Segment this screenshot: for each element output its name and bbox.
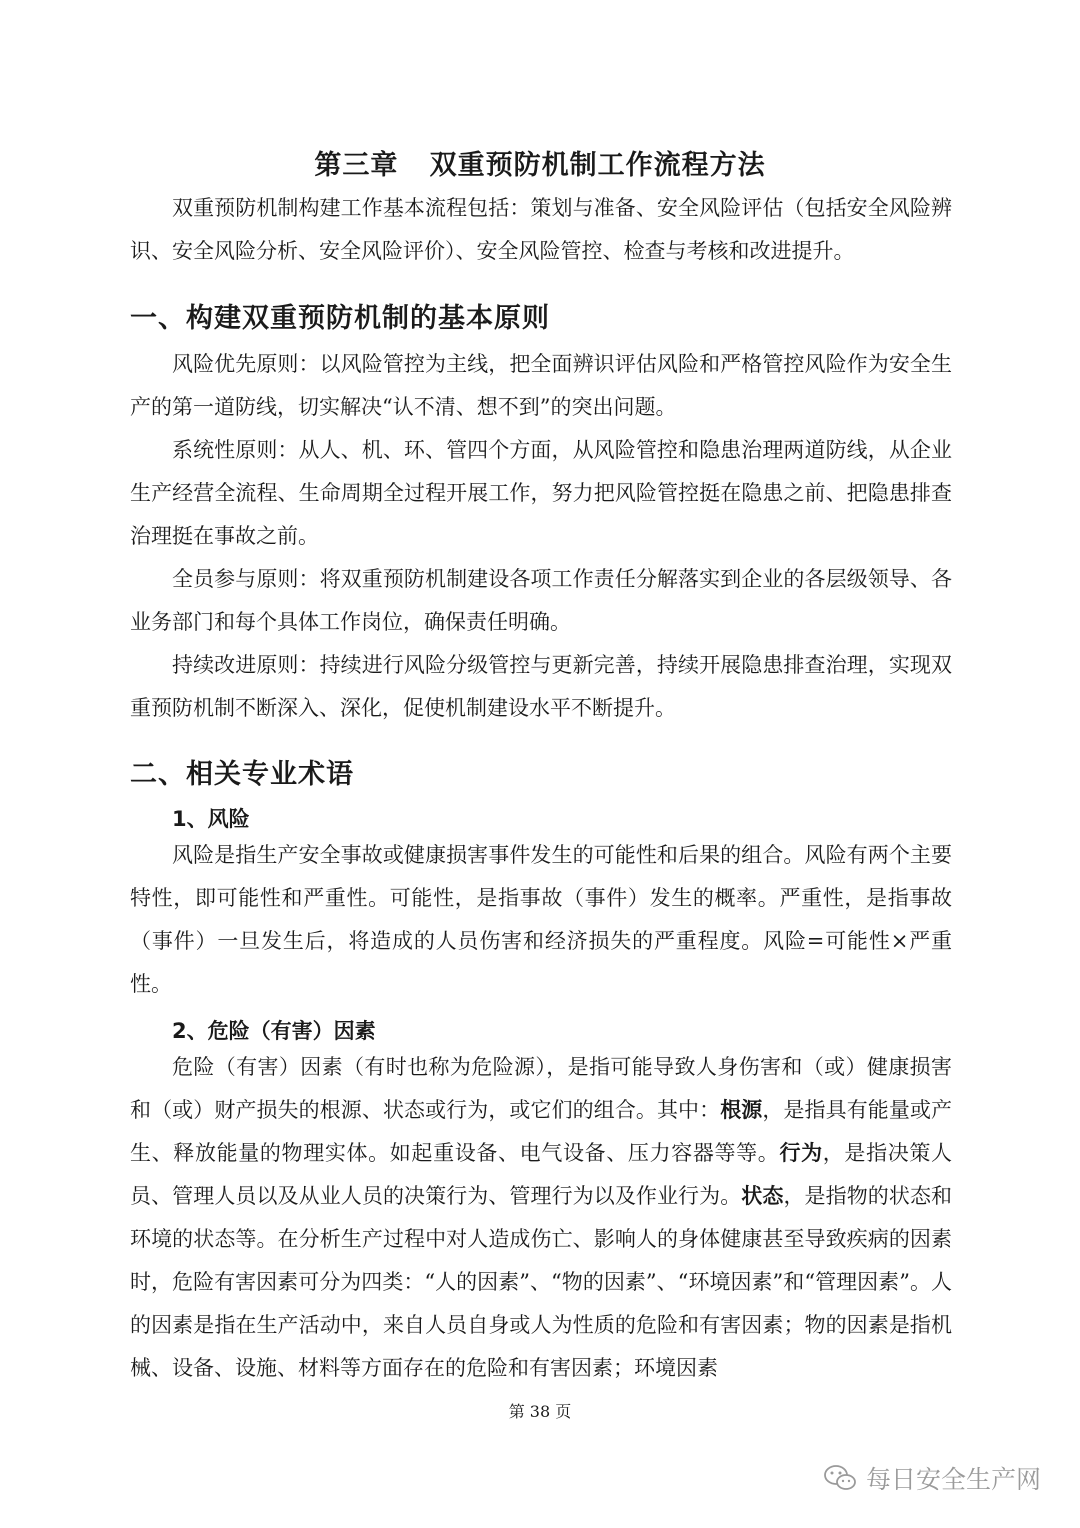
hazard-term-state: 状态 — [741, 1184, 784, 1208]
term-text-risk: 风险是指生产安全事故或健康损害事件发生的可能性和后果的组合。风险有两个主要特性，即可能性和严重性。可能性，是指事故（事件）发生的概率。严重性，是指事故（事件）一旦发生后，将造成的人员伤害和经济损失的严重程度。风险=可能性×严重性。 — [130, 843, 952, 996]
hazard-term-source: 根源 — [720, 1098, 763, 1122]
hazard-text-part: 危险（有害）因素（有时也称为危险源），是指可能导致人身伤害和（或）健康损害和（或）财产损失的根源、状态或行为，或它们的组合。其中： — [130, 1055, 952, 1122]
section-heading-principles: 一、构建双重预防机制的基本原则 — [130, 303, 550, 334]
intro-paragraph: 双重预防机制构建工作基本流程包括：策划与准备、安全风险评估（包括安全风险辨识、安全风险分析、安全风险评价）、安全风险管控、检查与考核和改进提升。 — [130, 196, 952, 263]
hazard-term-behavior: 行为 — [779, 1141, 823, 1165]
watermark — [822, 1458, 1041, 1498]
principle-risk-priority: 风险优先原则：以风险管控为主线，把全面辨识评估风险和严格管控风险作为安全生产的第一道防线，切实解决“认不清、想不到”的突出问题。 — [130, 352, 952, 419]
hazard-text-part: ，是指物的状态和环境的状态等。在分析生产过程中对人造成伤亡、影响人的身体健康甚至导致疾病的因素时，危险有害因素可分为四类：“人的因素”、“物的因素”、“环境因素”和“管理因素”。人的因素是指在生产活动中，来自人员自身或人为性质的危险和有害因素；物的因素是指机械、设备、设施、材料等方面存在的危险和有害因素；环境因素 — [130, 1184, 953, 1380]
section-heading-terms: 二、相关专业术语 — [130, 759, 354, 790]
term-heading-risk: 1、风险 — [172, 807, 250, 831]
principle-continuous-improvement: 持续改进原则：持续进行风险分级管控与更新完善，持续开展隐患排查治理，实现双重预防机制不断深入、深化，促使机制建设水平不断提升。 — [130, 653, 952, 720]
hazard-text-part: ，是指具有能量或产生、释放能量的物理实体。如起重设备、电气设备、压力容器等等。 — [130, 1098, 953, 1165]
principle-systematic: 系统性原则：从人、机、环、管四个方面，从风险管控和隐患治理两道防线，从企业生产经营全流程、生命周期全过程开展工作，努力把风险管控挺在隐患之前、把隐患排查治理挺在事故之前。 — [130, 438, 952, 548]
wechat-icon — [822, 1463, 858, 1493]
term-text-hazard — [130, 1046, 952, 1390]
page-number: 第 38 页 — [508, 1402, 572, 1421]
chapter-title: 第三章 双重预防机制工作流程方法 — [314, 150, 766, 181]
term-heading-hazard: 2、危险（有害）因素 — [172, 1019, 376, 1043]
hazard-text-part: ，是指决策人员、管理人员以及从业人员的决策行为、管理行为以及作业行为。 — [130, 1141, 953, 1208]
principle-full-participation: 全员参与原则：将双重预防机制建设各项工作责任分解落实到企业的各层级领导、各业务部门和每个具体工作岗位，确保责任明确。 — [130, 567, 952, 634]
watermark-text: 每日安全生产网 — [866, 1465, 1042, 1494]
